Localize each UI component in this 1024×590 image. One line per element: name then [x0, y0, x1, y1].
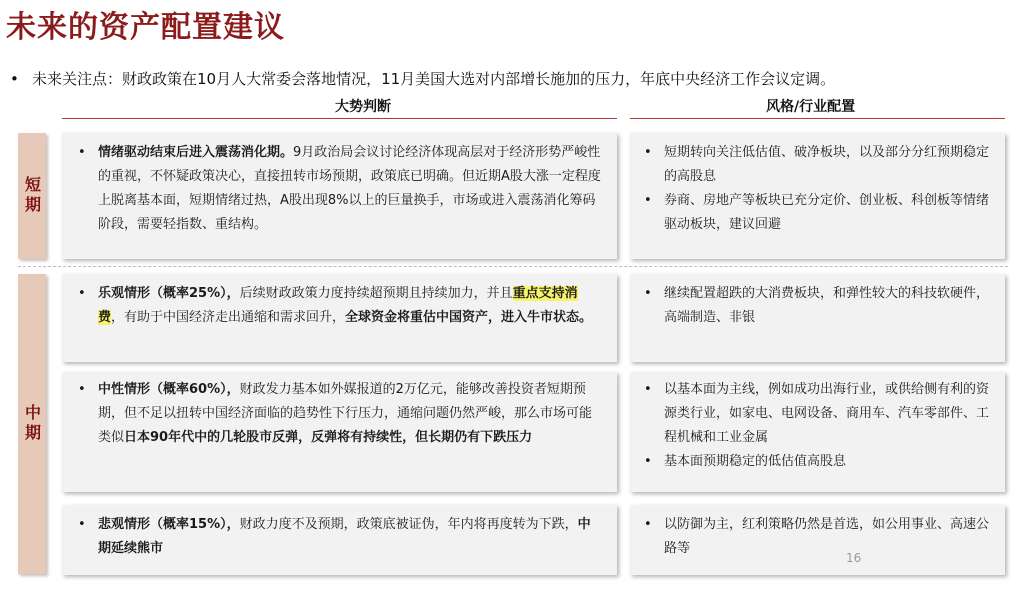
list-item: • 悲观情形（概率15%），财政力度不及预期，政策底被证伪，年内将再度转为下跌，中期延续熊市 — [78, 517, 591, 556]
column-header-trend: 大势判断 — [335, 99, 391, 115]
key-focus-line — [10, 68, 835, 89]
list-item: • 短期转向关注低估值、破净板块，以及部分分红预期稳定的高股息 — [644, 145, 990, 184]
neutral-scenario-box — [62, 372, 617, 492]
pessimistic-allocation-box — [630, 505, 1005, 575]
page-number: 16 — [846, 551, 862, 565]
list-item: • 券商、房地产等板块已充分定价、创业板、科创板等情绪驱动板块，建议回避 — [644, 193, 990, 232]
key-focus-text: 未来关注点：财政政策在10月人大常委会落地情况，11月美国大选对内部增长施加的压力，年底中央经济工作会议定调。 — [32, 70, 836, 88]
short-term-allocation-box — [630, 133, 1005, 259]
period-label-mid-text: 中期 — [22, 404, 42, 444]
optimistic-allocation-box — [630, 274, 1005, 362]
list-item: • 以基本面为主线，例如成功出海行业，或供给侧有利的资源类行业，如家电、电网设备、商用车、汽车零部件、工程机械和工业金属 — [644, 382, 990, 445]
pessimistic-scenario-box — [62, 505, 617, 575]
header-underline-right — [630, 118, 1005, 119]
highlight-consumption: 重点支持消费 — [98, 286, 578, 325]
list-item: • 继续配置超跌的大消费板块，和弹性较大的科技软硬件，高端制造、非银 — [644, 286, 990, 325]
short-term-detail: 9月政治局会议讨论经济体现高层对于经济形势严峻性的重视，不怀疑政策决心，直接扭转市场预期，政策底已明确。但近期A股大涨一定程度上脱离基本面，短期情绪过热，A股出现8%以上的巨量换手，市场或进入震荡消化筹码阶段，需要轻指数、重结构。 — [98, 145, 601, 232]
column-header-allocation: 风格/行业配置 — [766, 99, 856, 115]
short-term-headline: 情绪驱动结束后进入震荡消化期。 — [98, 145, 294, 160]
header-underline-left — [62, 118, 617, 119]
list-item: • 乐观情形（概率25%），后续财政政策力度持续超预期且持续加力，并且重点支持消费，有助于中国经济走出通缩和需求回升，全球资金将重估中国资产，进入牛市状态。 — [78, 286, 593, 325]
neutral-allocation-box — [630, 372, 1005, 492]
optimistic-scenario-box — [62, 274, 617, 362]
list-item: • 中性情形（概率60%），财政发力基本如外媒报道的2万亿元，能够改善投资者短期预期，但不足以扭转中国经济面临的趋势性下行压力，通缩问题仍然严峻，那么市场可能类似日本90年代中的几轮股市反弹，反弹将有持续性，但长期仍有下跌压力 — [78, 382, 593, 445]
list-item: • 基本面预期稳定的低估值高股息 — [644, 454, 847, 469]
list-item: • 以防御为主，红利策略仍然是首选，如公用事业、高速公路等 — [644, 517, 990, 556]
period-label-short-text: 短期 — [22, 176, 42, 216]
list-item: • 情绪驱动结束后进入震荡消化期。9月政治局会议讨论经济体现高层对于经济形势严峻性的重视，不怀疑政策决心，直接扭转市场预期，政策底已明确。但近期A股大涨一定程度上脱离基本面，短期情绪过热，A股出现8%以上的巨量换手，市场或进入震荡消化筹码阶段，需要轻指数、重结构。 — [78, 145, 601, 232]
section-divider — [18, 266, 1008, 267]
page-title: 未来的资产配置建议 — [6, 10, 285, 45]
bullet-marker: • — [10, 70, 19, 88]
period-label-mid — [18, 274, 46, 574]
period-label-short — [18, 133, 46, 259]
short-term-trend-box — [62, 133, 617, 259]
